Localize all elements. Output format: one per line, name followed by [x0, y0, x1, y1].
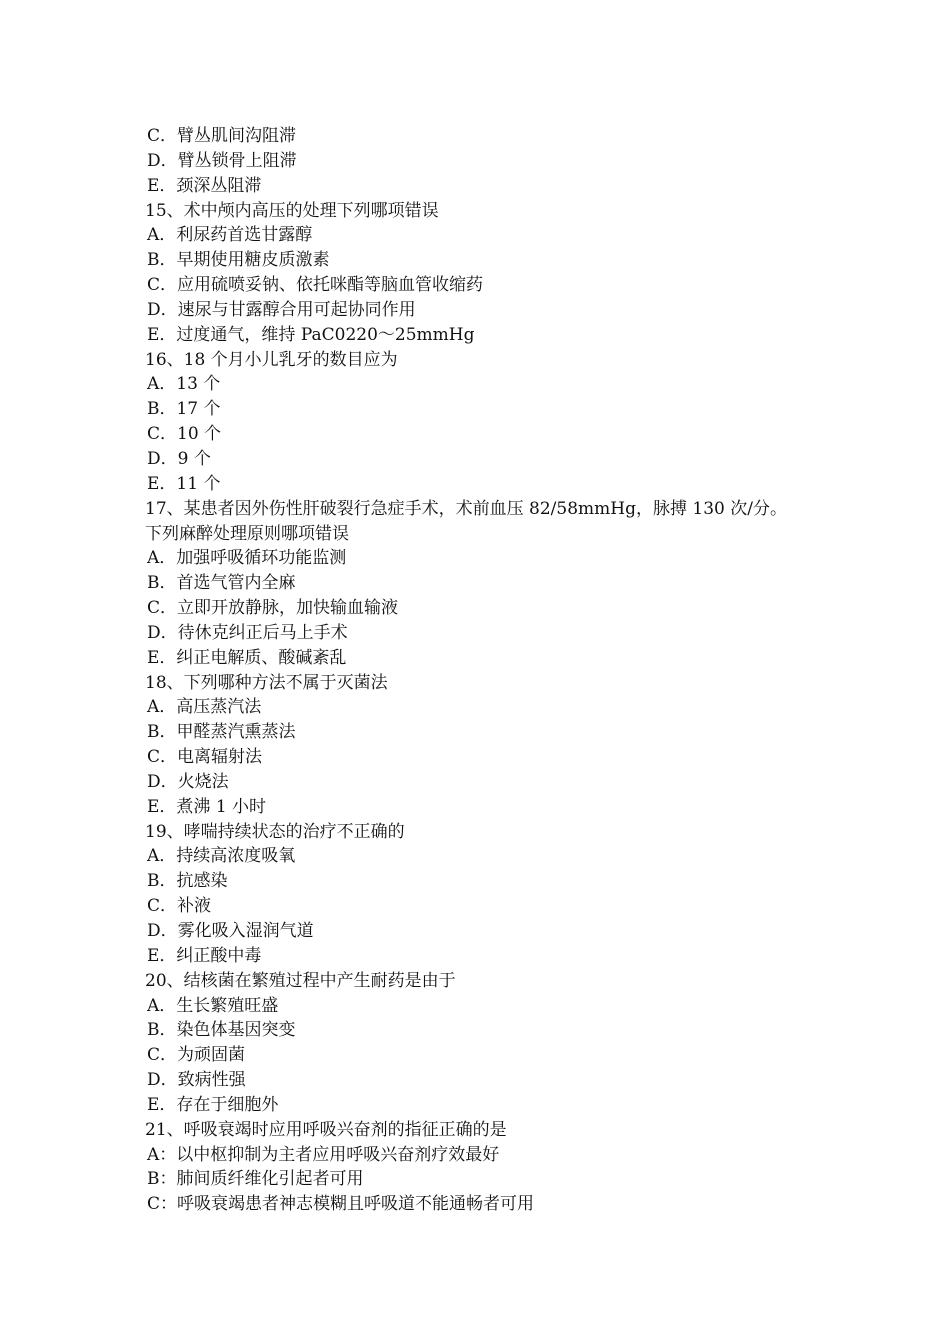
- question-text: 20、结核菌在繁殖过程中产生耐药是由于: [145, 970, 456, 991]
- document-body: [145, 124, 825, 1217]
- answer-option: A．生长繁殖旺盛: [147, 995, 279, 1016]
- answer-option: E．过度通气，维持 PaC0220～25mmHg: [147, 324, 475, 345]
- answer-option: B．首选气管内全麻: [147, 573, 296, 594]
- question-text: 15、术中颅内高压的处理下列哪项错误: [145, 200, 439, 221]
- answer-option: D．致病性强: [147, 1070, 246, 1091]
- answer-option: D．速尿与甘露醇合用可起协同作用: [147, 299, 416, 320]
- question-text: 21、呼吸衰竭时应用呼吸兴奋剂的指征正确的是: [145, 1119, 507, 1140]
- answer-option: A．利尿药首选甘露醇: [147, 225, 313, 246]
- answer-option: A．13 个: [147, 374, 221, 395]
- answer-option: B．早期使用糖皮质激素: [147, 250, 330, 271]
- answer-option: C．应用硫喷妥钠、依托咪酯等脑血管收缩药: [147, 275, 484, 296]
- answer-option: D．9 个: [147, 448, 211, 469]
- answer-option: B．抗感染: [147, 871, 228, 892]
- answer-option: E．纠正电解质、酸碱紊乱: [147, 647, 347, 668]
- answer-option: D．待休克纠正后马上手术: [147, 622, 348, 643]
- answer-option: C．立即开放静脉，加快输血输液: [147, 598, 399, 619]
- question-text: 17、某患者因外伤性肝破裂行急症手术，术前血压 82/58mmHg，脉搏 130 次/分。: [145, 498, 787, 519]
- answer-option: E．11 个: [147, 473, 221, 494]
- answer-option: E．存在于细胞外: [147, 1094, 279, 1115]
- answer-option: C．10 个: [147, 424, 222, 445]
- answer-option: D．雾化吸入湿润气道: [147, 921, 314, 941]
- answer-option: C．补液: [147, 896, 212, 917]
- answer-option: B：肺间质纤维化引起者可用: [147, 1169, 364, 1190]
- answer-option: E．煮沸 1 小时: [147, 796, 267, 817]
- answer-option: E．颈深丛阻滞: [147, 175, 262, 196]
- answer-option: B．染色体基因突变: [147, 1020, 296, 1041]
- answer-option: C．电离辐射法: [147, 747, 263, 768]
- answer-option: A：以中枢抑制为主者应用呼吸兴奋剂疗效最好: [147, 1144, 500, 1165]
- answer-option: C．臂丛肌间沟阻滞: [147, 126, 297, 146]
- answer-option: A．高压蒸汽法: [147, 697, 262, 718]
- question-text: 下列麻醉处理原则哪项错误: [145, 523, 349, 544]
- answer-option: B．17 个: [147, 399, 221, 420]
- question-text: 18、下列哪种方法不属于灭菌法: [145, 672, 388, 693]
- answer-option: C：呼吸衰竭患者神志模糊且呼吸道不能通畅者可用: [147, 1194, 535, 1215]
- answer-option: B．甲醛蒸汽熏蒸法: [147, 722, 296, 743]
- question-text: 16、18 个月小儿乳牙的数目应为: [145, 349, 398, 370]
- answer-option: D．臂丛锁骨上阻滞: [147, 150, 297, 171]
- answer-option: D．火烧法: [147, 771, 229, 792]
- answer-option: A．持续高浓度吸氧: [147, 846, 296, 867]
- answer-option: A．加强呼吸循环功能监测: [147, 548, 347, 569]
- question-text: 19、哮喘持续状态的治疗不正确的: [145, 821, 405, 842]
- answer-option: C．为顽固菌: [147, 1045, 246, 1066]
- answer-option: E．纠正酸中毒: [147, 945, 262, 966]
